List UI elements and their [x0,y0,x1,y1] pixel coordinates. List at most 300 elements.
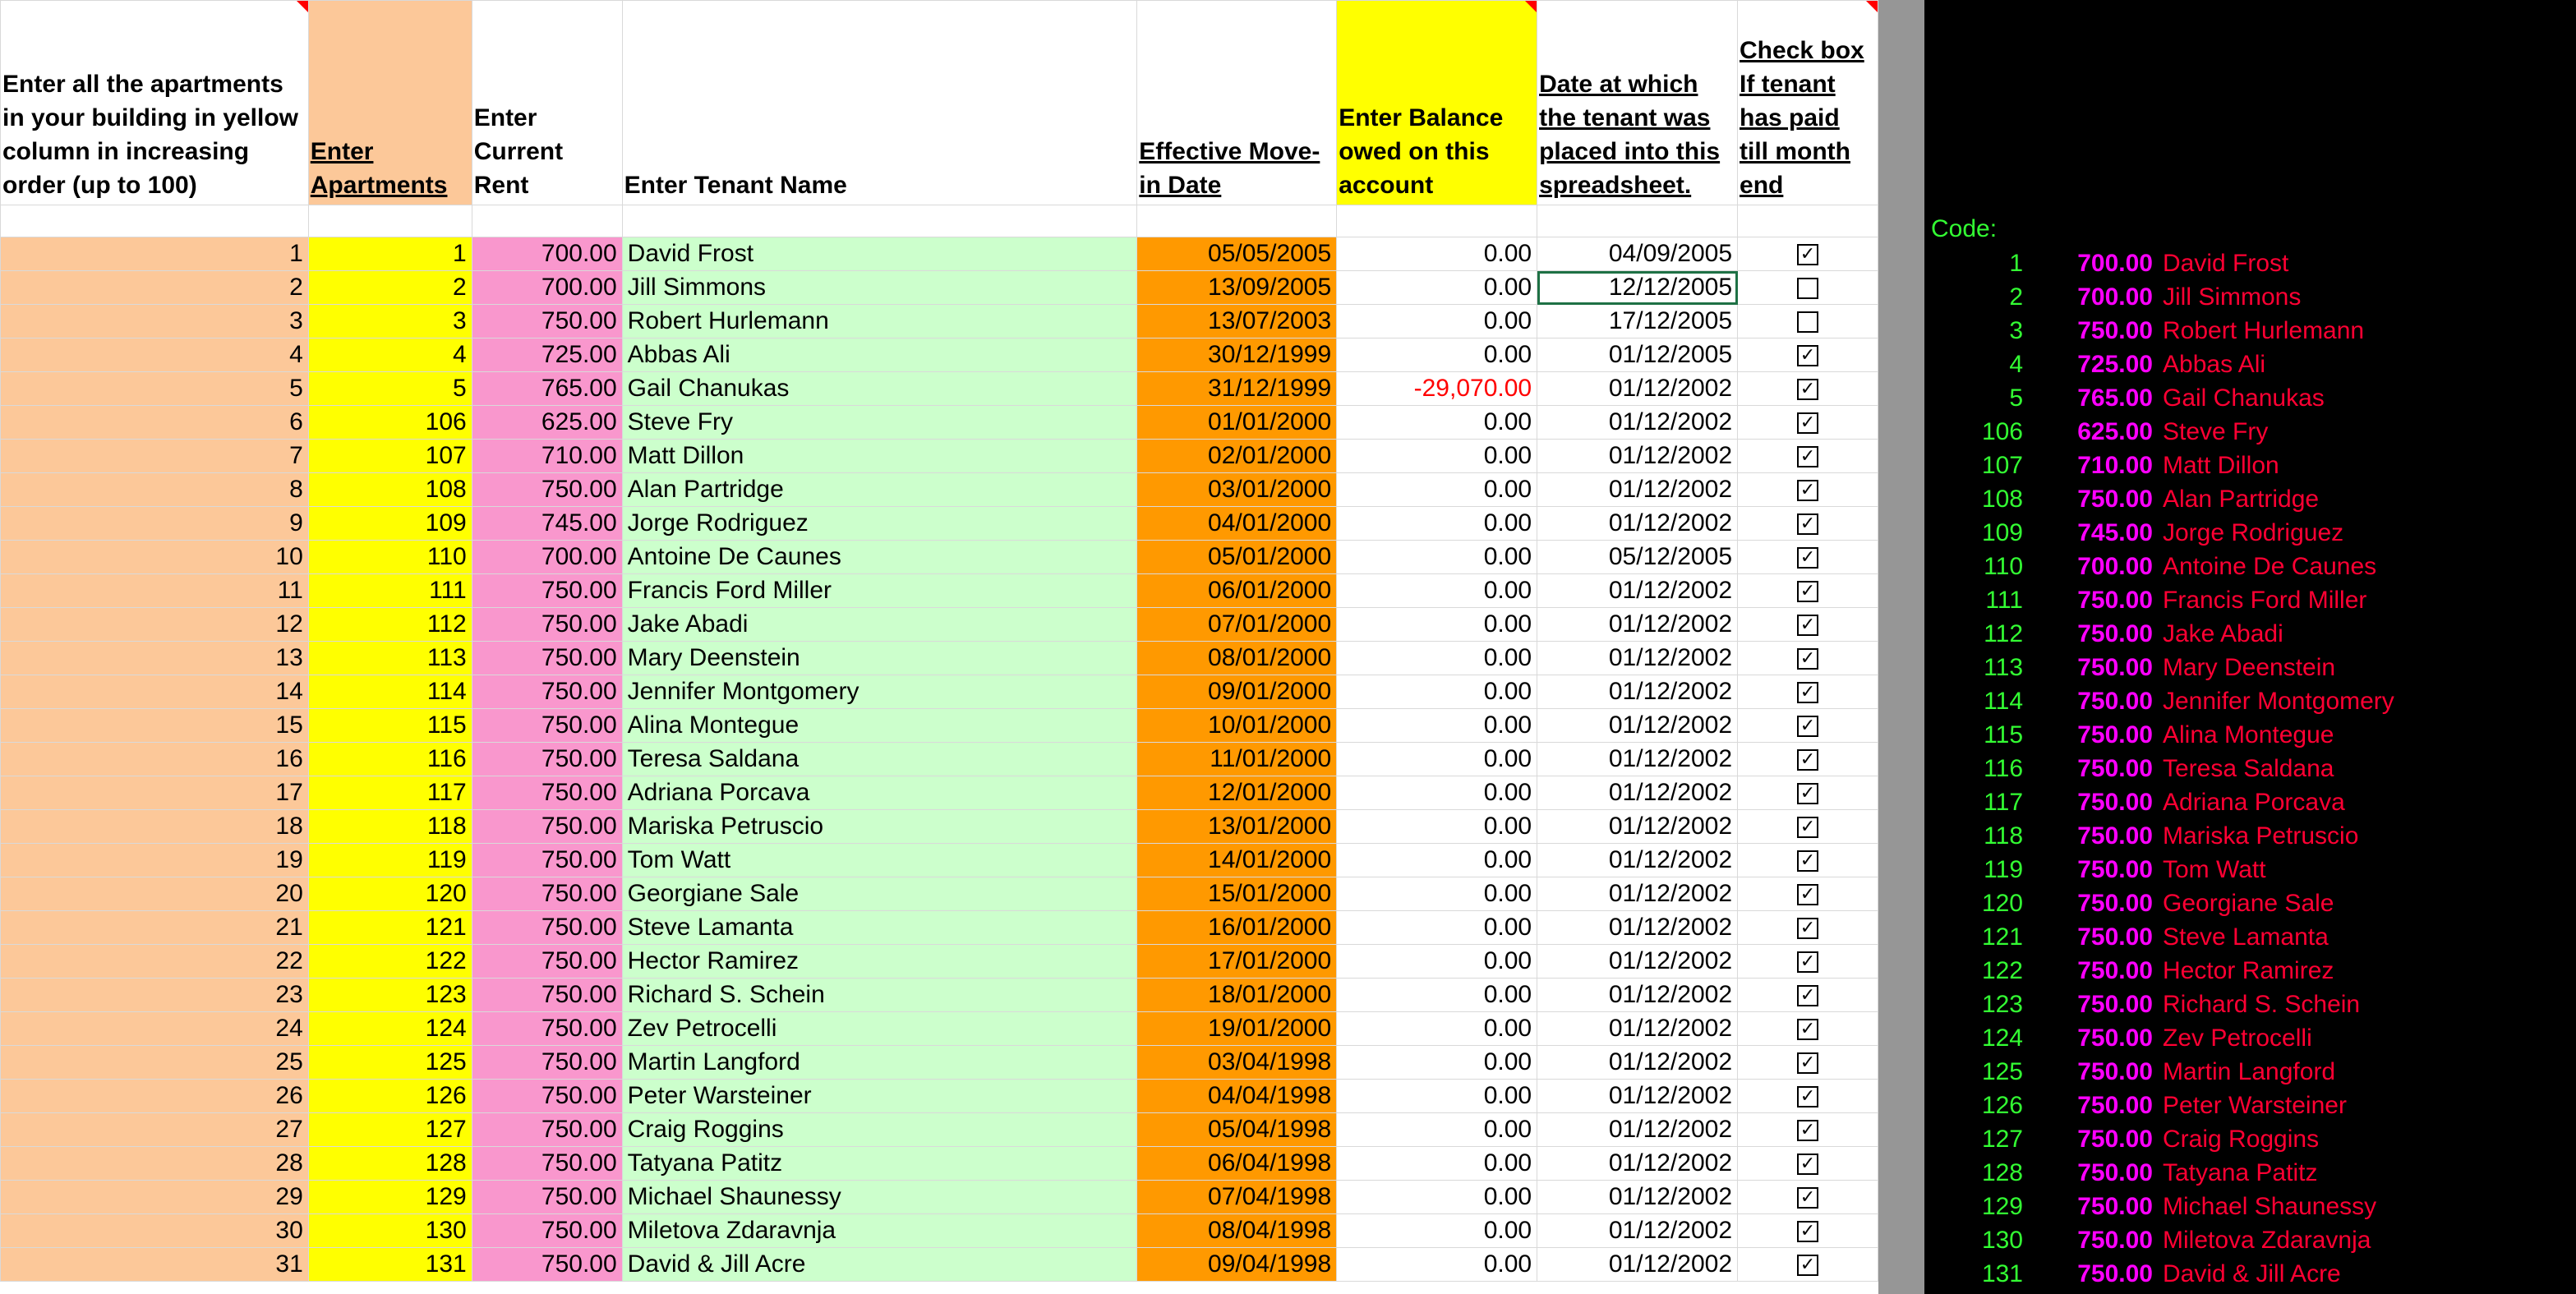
balance-cell[interactable]: 0.00 [1337,237,1537,271]
checkbox-checked-icon[interactable]: ✓ [1797,581,1818,602]
code-tenant-name: Steve Fry [2163,418,2269,445]
row-index-cell[interactable]: 6 [1,406,309,440]
row-index-cell[interactable]: 24 [1,1012,309,1046]
move-in-date-cell[interactable]: 18/01/2000 [1137,979,1337,1012]
apartment-cell[interactable]: 126 [308,1080,472,1113]
rent-cell[interactable]: 750.00 [472,305,622,338]
rent-cell[interactable]: 700.00 [472,237,622,271]
placed-date-cell[interactable]: 01/12/2002 [1537,979,1738,1012]
tenant-name-cell[interactable]: Georgiane Sale [622,877,1137,911]
checkbox-checked-icon[interactable]: ✓ [1797,379,1818,400]
checkbox-checked-icon[interactable]: ✓ [1797,1086,1818,1107]
paid-checkbox-cell [1738,574,1878,608]
checkbox-checked-icon[interactable]: ✓ [1797,918,1818,939]
header-row-index-instructions[interactable] [1,1,309,205]
checkbox-checked-icon[interactable]: ✓ [1797,1120,1818,1141]
placed-date-cell[interactable]: 01/12/2002 [1537,709,1738,743]
move-in-date-cell[interactable]: 11/01/2000 [1137,743,1337,776]
empty-cell[interactable] [1337,205,1537,237]
empty-cell[interactable] [1137,205,1337,237]
move-in-date-cell[interactable]: 07/01/2000 [1137,608,1337,642]
tenant-name-cell[interactable]: Jake Abadi [622,608,1137,642]
rent-cell[interactable]: 750.00 [472,776,622,810]
tenant-name-cell[interactable]: Abbas Ali [622,338,1137,372]
checkbox-unchecked-icon[interactable] [1797,278,1818,299]
move-in-date-cell[interactable]: 05/04/1998 [1137,1113,1337,1147]
tenant-name-cell[interactable]: Jennifer Montgomery [622,675,1137,709]
row-index-cell[interactable]: 29 [1,1181,309,1214]
row-index-cell[interactable]: 8 [1,473,309,507]
tenant-name-cell[interactable]: Richard S. Schein [622,979,1137,1012]
code-tenant-name: Tom Watt [2163,856,2266,883]
checkbox-unchecked-icon[interactable] [1797,311,1818,333]
checkbox-checked-icon[interactable]: ✓ [1797,985,1818,1006]
balance-cell[interactable]: 0.00 [1337,440,1537,473]
tenant-name-cell[interactable]: Craig Roggins [622,1113,1137,1147]
header-move-in-date[interactable] [1137,1,1337,205]
empty-cell[interactable] [1,205,309,237]
row-index-cell[interactable]: 4 [1,338,309,372]
row-index-cell[interactable]: 11 [1,574,309,608]
apartment-cell[interactable]: 124 [308,1012,472,1046]
tenant-name-cell[interactable]: Teresa Saldana [622,743,1137,776]
checkbox-checked-icon[interactable]: ✓ [1797,547,1818,569]
tenant-name-cell[interactable]: Alina Montegue [622,709,1137,743]
placed-date-cell[interactable]: 01/12/2005 [1537,338,1738,372]
row-index-cell[interactable]: 20 [1,877,309,911]
placed-date-cell[interactable]: 05/12/2005 [1537,541,1738,574]
apartment-cell[interactable]: 112 [308,608,472,642]
tenant-name-cell[interactable]: Hector Ramirez [622,945,1137,979]
empty-cell[interactable] [1537,205,1738,237]
checkbox-checked-icon[interactable]: ✓ [1797,1052,1818,1074]
code-tenant-name: David & Jill Acre [2163,1260,2341,1287]
apartment-cell[interactable]: 128 [308,1147,472,1181]
header-apartments-text: Enter Apartments [310,138,448,199]
rent-cell[interactable]: 750.00 [472,473,622,507]
empty-cell[interactable] [472,205,622,237]
rent-cell[interactable]: 750.00 [472,1214,622,1248]
checkbox-checked-icon[interactable]: ✓ [1797,615,1818,636]
checkbox-checked-icon[interactable]: ✓ [1797,1187,1818,1209]
code-tenant-name: Francis Ford Miller [2163,587,2367,614]
tenant-name-cell[interactable]: Jorge Rodriguez [622,507,1137,541]
header-paid-checkbox[interactable] [1738,1,1878,205]
row-index-cell[interactable]: 21 [1,911,309,945]
balance-cell[interactable]: 0.00 [1337,810,1537,844]
apartment-cell[interactable]: 130 [308,1214,472,1248]
checkbox-checked-icon[interactable]: ✓ [1797,412,1818,434]
apartment-cell[interactable]: 121 [308,911,472,945]
rent-cell[interactable]: 700.00 [472,541,622,574]
balance-cell[interactable]: 0.00 [1337,473,1537,507]
tenant-name-cell[interactable]: Mary Deenstein [622,642,1137,675]
move-in-date-cell[interactable]: 09/04/1998 [1137,1248,1337,1282]
table-row [1,810,1878,844]
checkbox-checked-icon[interactable]: ✓ [1797,682,1818,703]
tenant-name-cell[interactable]: Tatyana Patitz [622,1147,1137,1181]
apartment-cell[interactable]: 127 [308,1113,472,1147]
row-index-cell[interactable]: 14 [1,675,309,709]
balance-cell[interactable]: 0.00 [1337,608,1537,642]
row-index-cell[interactable]: 25 [1,1046,309,1080]
move-in-date-cell[interactable]: 03/01/2000 [1137,473,1337,507]
placed-date-cell[interactable]: 01/12/2002 [1537,743,1738,776]
apartment-cell[interactable]: 110 [308,541,472,574]
placed-date-cell[interactable]: 01/12/2002 [1537,776,1738,810]
balance-cell[interactable]: -29,070.00 [1337,372,1537,406]
rent-cell[interactable]: 750.00 [472,1181,622,1214]
checkbox-checked-icon[interactable]: ✓ [1797,648,1818,670]
tenant-name-cell[interactable]: Matt Dillon [622,440,1137,473]
empty-cell[interactable] [308,205,472,237]
apartment-cell[interactable]: 122 [308,945,472,979]
rent-cell[interactable]: 750.00 [472,709,622,743]
code-tenant-name: Miletova Zdaravnja [2163,1227,2371,1254]
balance-cell[interactable]: 0.00 [1337,1181,1537,1214]
apartment-cell[interactable]: 131 [308,1248,472,1282]
comment-indicator-icon[interactable] [1525,1,1537,12]
tenant-name-cell[interactable]: Mariska Petruscio [622,810,1137,844]
row-index-cell[interactable]: 15 [1,709,309,743]
rent-cell[interactable]: 750.00 [472,810,622,844]
placed-date-cell[interactable]: 01/12/2002 [1537,440,1738,473]
paid-checkbox-cell [1738,642,1878,675]
balance-cell[interactable]: 0.00 [1337,675,1537,709]
balance-cell[interactable]: 0.00 [1337,911,1537,945]
rent-cell[interactable]: 750.00 [472,979,622,1012]
tenant-name-cell[interactable]: David Frost [622,237,1137,271]
row-index-cell[interactable]: 28 [1,1147,309,1181]
apartment-cell[interactable]: 4 [308,338,472,372]
rent-cell[interactable]: 750.00 [472,911,622,945]
balance-cell[interactable]: 0.00 [1337,709,1537,743]
header-tenant-name[interactable] [622,1,1137,205]
move-in-date-cell[interactable]: 31/12/1999 [1137,372,1337,406]
placed-date-cell[interactable]: 17/12/2005 [1537,305,1738,338]
code-rent: 750.00 [2077,620,2153,647]
placed-date-cell[interactable]: 01/12/2002 [1537,473,1738,507]
balance-cell[interactable]: 0.00 [1337,1046,1537,1080]
checkbox-checked-icon[interactable]: ✓ [1797,783,1818,804]
balance-cell[interactable]: 0.00 [1337,1080,1537,1113]
row-index-cell[interactable]: 16 [1,743,309,776]
code-tenant-name: Zev Petrocelli [2163,1025,2312,1052]
apartment-cell[interactable]: 115 [308,709,472,743]
balance-cell[interactable]: 0.00 [1337,271,1537,305]
checkbox-checked-icon[interactable]: ✓ [1797,480,1818,501]
code-apartment: 131 [1981,1260,2023,1287]
move-in-date-cell[interactable]: 17/01/2000 [1137,945,1337,979]
checkbox-checked-icon[interactable]: ✓ [1797,513,1818,535]
placed-date-cell[interactable]: 01/12/2002 [1537,1046,1738,1080]
balance-cell[interactable]: 0.00 [1337,338,1537,372]
rent-cell[interactable]: 750.00 [472,1080,622,1113]
balance-cell[interactable]: 0.00 [1337,1012,1537,1046]
rent-cell[interactable]: 750.00 [472,1248,622,1282]
tenant-name-cell[interactable]: Francis Ford Miller [622,574,1137,608]
rent-cell[interactable]: 750.00 [472,945,622,979]
rent-cell[interactable]: 750.00 [472,608,622,642]
code-row [1924,988,2576,1021]
apartment-cell[interactable]: 118 [308,810,472,844]
row-index-cell[interactable]: 3 [1,305,309,338]
code-tenant-name: Adriana Porcava [2163,789,2345,816]
rent-cell[interactable]: 750.00 [472,574,622,608]
balance-cell[interactable]: 0.00 [1337,945,1537,979]
balance-cell[interactable]: 0.00 [1337,541,1537,574]
checkbox-checked-icon[interactable]: ✓ [1797,1255,1818,1276]
move-in-date-cell[interactable]: 05/05/2005 [1137,237,1337,271]
placed-date-cell[interactable]: 01/12/2002 [1537,1012,1738,1046]
placed-date-cell[interactable]: 01/12/2002 [1537,877,1738,911]
row-index-cell[interactable]: 9 [1,507,309,541]
comment-indicator-icon[interactable] [1866,1,1878,12]
move-in-date-cell[interactable]: 06/04/1998 [1137,1147,1337,1181]
apartment-cell[interactable]: 120 [308,877,472,911]
checkbox-checked-icon[interactable]: ✓ [1797,884,1818,905]
checkbox-checked-icon[interactable]: ✓ [1797,749,1818,771]
rent-cell[interactable]: 745.00 [472,507,622,541]
apartment-cell[interactable]: 129 [308,1181,472,1214]
code-apartment: 127 [1981,1126,2023,1153]
placed-date-cell[interactable]: 01/12/2002 [1537,1181,1738,1214]
code-row [1924,617,2576,651]
header-placed-date[interactable] [1537,1,1738,205]
placed-date-cell[interactable]: 01/12/2002 [1537,507,1738,541]
tenant-name-cell[interactable]: Robert Hurlemann [622,305,1137,338]
header-placed-date-text: Date at which the tenant was placed into this spreadsheet. [1539,71,1721,199]
rent-cell[interactable]: 750.00 [472,642,622,675]
checkbox-checked-icon[interactable]: ✓ [1797,446,1818,467]
header-tenant-name-text: Enter Tenant Name [624,172,847,199]
row-index-cell[interactable]: 2 [1,271,309,305]
tenant-name-cell[interactable]: Miletova Zdaravnja [622,1214,1137,1248]
balance-cell[interactable]: 0.00 [1337,1248,1537,1282]
balance-cell[interactable]: 0.00 [1337,305,1537,338]
rent-cell[interactable]: 750.00 [472,877,622,911]
header-current-rent[interactable] [472,1,622,205]
apartment-cell[interactable]: 107 [308,440,472,473]
checkbox-checked-icon[interactable]: ✓ [1797,716,1818,737]
paid-checkbox-cell [1738,305,1878,338]
placed-date-cell[interactable]: 01/12/2002 [1537,675,1738,709]
apartment-cell[interactable]: 113 [308,642,472,675]
placed-date-cell[interactable]: 04/09/2005 [1537,237,1738,271]
table-row [1,1181,1878,1214]
placed-date-cell[interactable]: 01/12/2002 [1537,1147,1738,1181]
move-in-date-cell[interactable]: 03/04/1998 [1137,1046,1337,1080]
checkbox-checked-icon[interactable]: ✓ [1797,345,1818,366]
balance-cell[interactable]: 0.00 [1337,507,1537,541]
code-row [1924,853,2576,886]
rent-cell[interactable]: 750.00 [472,1046,622,1080]
placed-date-cell[interactable]: 01/12/2002 [1537,642,1738,675]
row-index-cell[interactable]: 26 [1,1080,309,1113]
header-apartments[interactable] [308,1,472,205]
table-row [1,473,1878,507]
move-in-date-cell[interactable]: 08/04/1998 [1137,1214,1337,1248]
move-in-date-cell[interactable]: 14/01/2000 [1137,844,1337,877]
tenant-name-cell[interactable]: Peter Warsteiner [622,1080,1137,1113]
placed-date-cell[interactable]: 12/12/2005 [1537,271,1738,305]
row-index-cell[interactable]: 23 [1,979,309,1012]
paid-checkbox-cell [1738,1214,1878,1248]
placed-date-cell[interactable]: 01/12/2002 [1537,1080,1738,1113]
apartment-cell[interactable]: 119 [308,844,472,877]
apartment-cell[interactable]: 123 [308,979,472,1012]
row-index-cell[interactable]: 30 [1,1214,309,1248]
apartment-cell[interactable]: 114 [308,675,472,709]
move-in-date-cell[interactable]: 06/01/2000 [1137,574,1337,608]
tenant-name-cell[interactable]: Adriana Porcava [622,776,1137,810]
tenant-name-cell[interactable]: Alan Partridge [622,473,1137,507]
balance-cell[interactable]: 0.00 [1337,877,1537,911]
row-index-cell[interactable]: 18 [1,810,309,844]
row-index-cell[interactable]: 10 [1,541,309,574]
apartment-cell[interactable]: 109 [308,507,472,541]
balance-cell[interactable]: 0.00 [1337,743,1537,776]
row-index-cell[interactable]: 17 [1,776,309,810]
apartment-cell[interactable]: 117 [308,776,472,810]
rent-cell[interactable]: 625.00 [472,406,622,440]
move-in-date-cell[interactable]: 05/01/2000 [1137,541,1337,574]
move-in-date-cell[interactable]: 15/01/2000 [1137,877,1337,911]
table-row [1,237,1878,271]
tenant-name-cell[interactable]: Zev Petrocelli [622,1012,1137,1046]
row-index-cell[interactable]: 31 [1,1248,309,1282]
placed-date-cell[interactable]: 01/12/2002 [1537,406,1738,440]
apartment-cell[interactable]: 2 [308,271,472,305]
move-in-date-cell[interactable]: 16/01/2000 [1137,911,1337,945]
tenant-name-cell[interactable]: Steve Fry [622,406,1137,440]
row-index-cell[interactable]: 5 [1,372,309,406]
tenant-name-cell[interactable]: Steve Lamanta [622,911,1137,945]
apartment-cell[interactable]: 108 [308,473,472,507]
balance-cell[interactable]: 0.00 [1337,574,1537,608]
move-in-date-cell[interactable]: 01/01/2000 [1137,406,1337,440]
code-row [1924,415,2576,449]
row-index-cell[interactable]: 27 [1,1113,309,1147]
placed-date-cell[interactable]: 01/12/2002 [1537,608,1738,642]
balance-cell[interactable]: 0.00 [1337,1147,1537,1181]
checkbox-checked-icon[interactable]: ✓ [1797,244,1818,265]
balance-cell[interactable]: 0.00 [1337,642,1537,675]
row-index-cell[interactable]: 1 [1,237,309,271]
move-in-date-cell[interactable]: 10/01/2000 [1137,709,1337,743]
move-in-date-cell[interactable]: 08/01/2000 [1137,642,1337,675]
tenant-name-cell[interactable]: Gail Chanukas [622,372,1137,406]
move-in-date-cell[interactable]: 04/01/2000 [1137,507,1337,541]
apartment-cell[interactable]: 5 [308,372,472,406]
code-apartment: 125 [1981,1058,2023,1085]
code-rent: 750.00 [2077,486,2153,513]
rent-cell[interactable]: 700.00 [472,271,622,305]
checkbox-checked-icon[interactable]: ✓ [1797,1019,1818,1040]
checkbox-checked-icon[interactable]: ✓ [1797,817,1818,838]
balance-cell[interactable]: 0.00 [1337,406,1537,440]
balance-cell[interactable]: 0.00 [1337,1214,1537,1248]
empty-cell[interactable] [1738,205,1878,237]
placed-date-cell[interactable]: 01/12/2002 [1537,911,1738,945]
move-in-date-cell[interactable]: 02/01/2000 [1137,440,1337,473]
tenant-name-cell[interactable]: Michael Shaunessy [622,1181,1137,1214]
move-in-date-cell[interactable]: 04/04/1998 [1137,1080,1337,1113]
rent-cell[interactable]: 750.00 [472,844,622,877]
rent-cell[interactable]: 750.00 [472,743,622,776]
placed-date-cell[interactable]: 01/12/2002 [1537,574,1738,608]
code-apartment: 3 [2009,317,2023,344]
table-row [1,844,1878,877]
empty-cell[interactable] [622,205,1137,237]
tenant-name-cell[interactable]: Antoine De Caunes [622,541,1137,574]
apartment-cell[interactable]: 3 [308,305,472,338]
tenant-name-cell[interactable]: Martin Langford [622,1046,1137,1080]
placed-date-cell[interactable]: 01/12/2002 [1537,372,1738,406]
apartment-cell[interactable]: 116 [308,743,472,776]
rent-cell[interactable]: 750.00 [472,1113,622,1147]
placed-date-cell[interactable]: 01/12/2002 [1537,1113,1738,1147]
row-index-cell[interactable]: 12 [1,608,309,642]
tenant-name-cell[interactable]: David & Jill Acre [622,1248,1137,1282]
placed-date-cell[interactable]: 01/12/2002 [1537,1248,1738,1282]
placed-date-cell[interactable]: 01/12/2002 [1537,945,1738,979]
balance-cell[interactable]: 0.00 [1337,776,1537,810]
paid-checkbox-cell [1738,473,1878,507]
code-apartment: 130 [1981,1227,2023,1254]
move-in-date-cell[interactable]: 30/12/1999 [1137,338,1337,372]
apartment-cell[interactable]: 1 [308,237,472,271]
row-index-cell[interactable]: 13 [1,642,309,675]
header-balance[interactable] [1337,1,1537,205]
move-in-date-cell[interactable]: 07/04/1998 [1137,1181,1337,1214]
move-in-date-cell[interactable]: 13/07/2003 [1137,305,1337,338]
move-in-date-cell[interactable]: 19/01/2000 [1137,1012,1337,1046]
apartment-cell[interactable]: 125 [308,1046,472,1080]
checkbox-checked-icon[interactable]: ✓ [1797,1221,1818,1242]
checkbox-checked-icon[interactable]: ✓ [1797,850,1818,872]
rent-cell[interactable]: 725.00 [472,338,622,372]
placed-date-cell[interactable]: 01/12/2002 [1537,844,1738,877]
comment-indicator-icon[interactable] [297,1,308,12]
checkbox-checked-icon[interactable]: ✓ [1797,1154,1818,1175]
tenant-name-cell[interactable]: Jill Simmons [622,271,1137,305]
rent-cell[interactable]: 750.00 [472,1012,622,1046]
tenant-name-cell[interactable]: Tom Watt [622,844,1137,877]
move-in-date-cell[interactable]: 09/01/2000 [1137,675,1337,709]
paid-checkbox-cell [1738,1248,1878,1282]
apartment-cell[interactable]: 111 [308,574,472,608]
rent-cell[interactable]: 750.00 [472,675,622,709]
row-index-cell[interactable]: 7 [1,440,309,473]
move-in-date-cell[interactable]: 12/01/2000 [1137,776,1337,810]
row-index-cell[interactable]: 19 [1,844,309,877]
row-index-cell[interactable]: 22 [1,945,309,979]
rent-cell[interactable]: 710.00 [472,440,622,473]
balance-cell[interactable]: 0.00 [1337,979,1537,1012]
balance-cell[interactable]: 0.00 [1337,1113,1537,1147]
move-in-date-cell[interactable]: 13/09/2005 [1137,271,1337,305]
code-rent: 725.00 [2077,351,2153,378]
apartment-cell[interactable]: 106 [308,406,472,440]
rent-cell[interactable]: 765.00 [472,372,622,406]
placed-date-cell[interactable]: 01/12/2002 [1537,1214,1738,1248]
move-in-date-cell[interactable]: 13/01/2000 [1137,810,1337,844]
placed-date-cell[interactable]: 01/12/2002 [1537,810,1738,844]
rent-cell[interactable]: 750.00 [472,1147,622,1181]
balance-cell[interactable]: 0.00 [1337,844,1537,877]
checkbox-checked-icon[interactable]: ✓ [1797,951,1818,973]
